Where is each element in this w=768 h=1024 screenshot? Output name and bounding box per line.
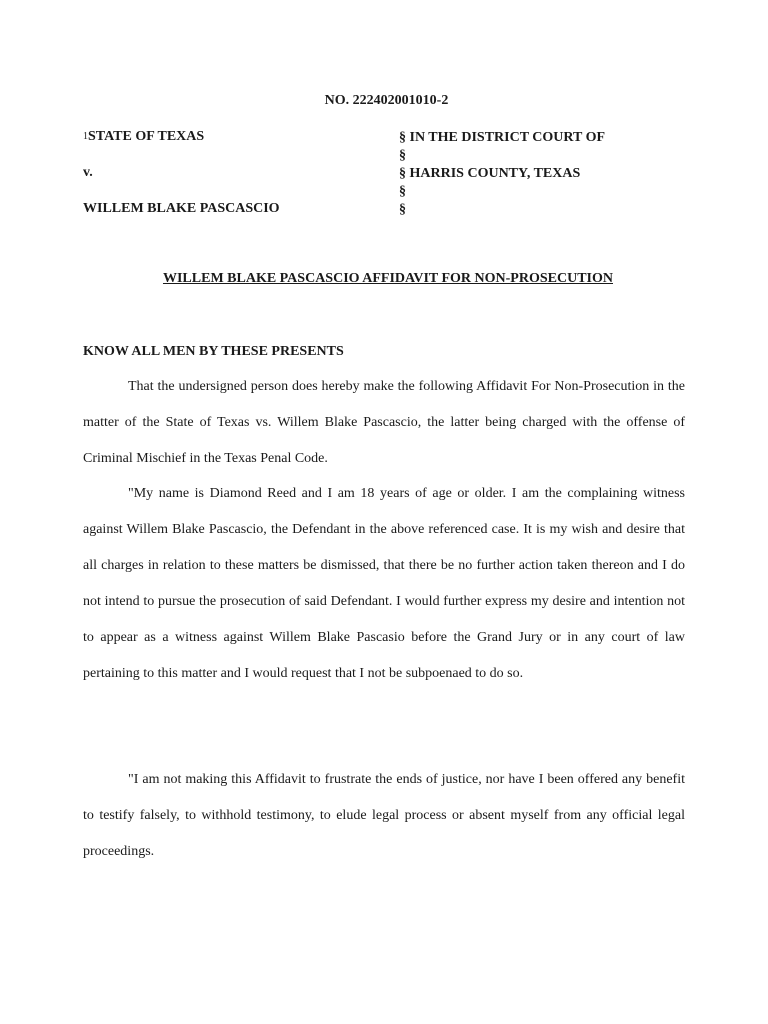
caption-section-mark-1: § <box>399 148 406 163</box>
case-number: NO. 222402001010-2 <box>324 93 449 108</box>
caption-versus: v. <box>83 165 93 180</box>
caption-defendant: WILLEM BLAKE PASCASCIO <box>83 201 280 216</box>
footnote-mark: 1 <box>83 131 88 142</box>
paragraph-intro: That the undersigned person does hereby make the following Affidavit For Non-Prosecution in the matter of the State of Texas vs. Willem Blake Pascascio, the latter being charged with the offense of Criminal Mischief in the Texas Penal Code. <box>83 379 685 466</box>
caption-court-line-2: § HARRIS COUNTY, TEXAS <box>399 166 581 181</box>
paragraph-statement: "My name is Diamond Reed and I am 18 years of age or older. I am the complaining witness against Willem Blake Pascascio, the Defendant in the above referenced case. It is my wish and desire that all charges in relation to these matters be dismissed, that there be no further action taken thereon and I do not intend to pursue the prosecution of said Defendant. I would further express my desire and intention not to appear as a witness against Willem Blake Pascasio before the Grand Jury or in any court of law pertaining to this matter and I would request that I not be subpoenaed to do so. <box>83 486 685 681</box>
section-heading: KNOW ALL MEN BY THESE PRESENTS <box>83 344 344 359</box>
caption-section-mark-2: § <box>399 184 406 199</box>
paragraph-declaration: "I am not making this Affidavit to frustrate the ends of justice, nor have I been offered any benefit to testify falsely, to withhold testimony, to elude legal process or absent myself from any official legal proceedings. <box>83 772 685 859</box>
caption-plaintiff-line <box>83 129 204 145</box>
caption-court-line-1: § IN THE DISTRICT COURT OF <box>399 130 606 145</box>
caption-section-mark-3: § <box>399 202 406 217</box>
document-title: WILLEM BLAKE PASCASCIO AFFIDAVIT FOR NON-PROSECUTION <box>162 271 613 286</box>
caption-plaintiff: STATE OF TEXAS <box>88 129 205 144</box>
